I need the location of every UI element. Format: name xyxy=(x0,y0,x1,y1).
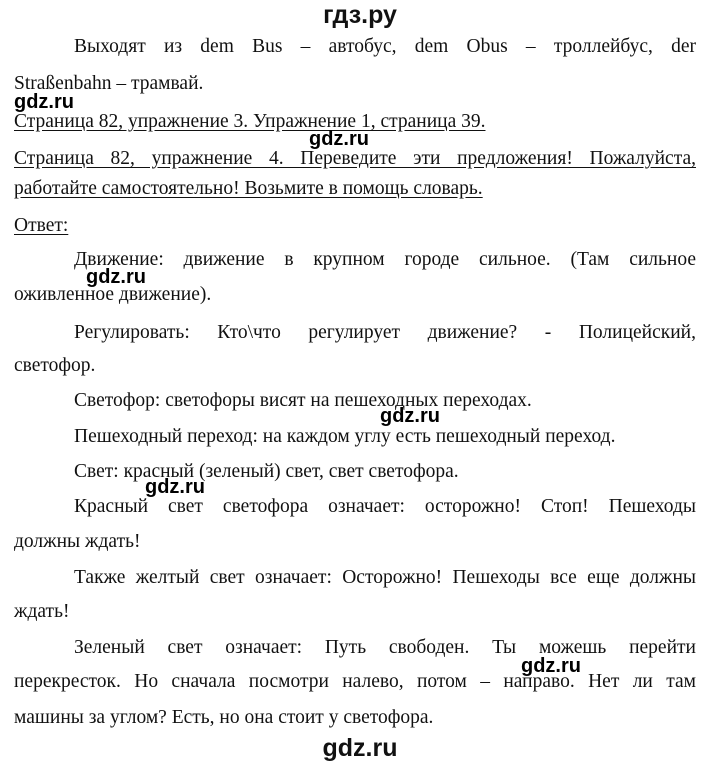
answer-p5: Свет: красный (зеленый) свет, свет светофора. xyxy=(74,461,459,482)
answer-p1-line-1: Движение: движение в крупном городе сильное. (Там сильное xyxy=(74,249,696,270)
watermark-gdz: gdz.ru xyxy=(145,476,205,498)
answer-p8-line-1: Зеленый свет означает: Путь свободен. Ты можешь перейти xyxy=(74,637,696,658)
answer-p3: Светофор: светофоры висят на пешеходных переходах. xyxy=(74,390,532,411)
answer-p1-line-2: оживленное движение). xyxy=(14,284,212,305)
answer-p6-line-1: Красный свет светофора означает: осторожно! Стоп! Пешеходы xyxy=(74,496,696,517)
answer-label: Ответ: xyxy=(14,215,69,236)
watermark-gdz: gdz.ru xyxy=(309,128,369,150)
answer-p4: Пешеходный переход: на каждом углу есть пешеходный переход. xyxy=(74,426,616,447)
site-header-title: гдз.ру xyxy=(323,1,397,29)
task-4-heading-line-1: Страница 82, упражнение 4. Переведите эти предложения! Пожалуйста, xyxy=(14,148,696,169)
answer-p2-line-2: светофор. xyxy=(14,355,96,376)
answer-p7-line-2: ждать! xyxy=(14,601,70,622)
watermark-gdz: gdz.ru xyxy=(86,266,146,288)
intro-line-1: Выходят из dem Bus – автобус, dem Obus – троллейбус, der xyxy=(74,36,696,57)
task-4-heading-line-2: работайте самостоятельно! Возьмите в помощь словарь. xyxy=(14,178,483,199)
answer-p8-line-3: машины за углом? Есть, но она стоит у светофора. xyxy=(14,707,434,728)
answer-p8-line-2: перекресток. Но сначала посмотри налево, потом – направо. Нет ли там xyxy=(14,671,696,692)
site-footer-title: gdz.ru xyxy=(322,734,398,762)
watermark-gdz: gdz.ru xyxy=(14,91,74,113)
task-3-heading: Страница 82, упражнение 3. Упражнение 1, страница 39. xyxy=(14,111,486,132)
watermark-gdz: gdz.ru xyxy=(380,405,440,427)
answer-p6-line-2: должны ждать! xyxy=(14,531,141,552)
watermark-gdz: gdz.ru xyxy=(521,655,581,677)
answer-p7-line-1: Также желтый свет означает: Осторожно! Пешеходы все еще должны xyxy=(74,567,696,588)
intro-line-2: Straßenbahn – трамвай. xyxy=(14,73,204,94)
answer-p2-line-1: Регулировать: Кто\что регулирует движение? - Полицейский, xyxy=(74,322,696,343)
